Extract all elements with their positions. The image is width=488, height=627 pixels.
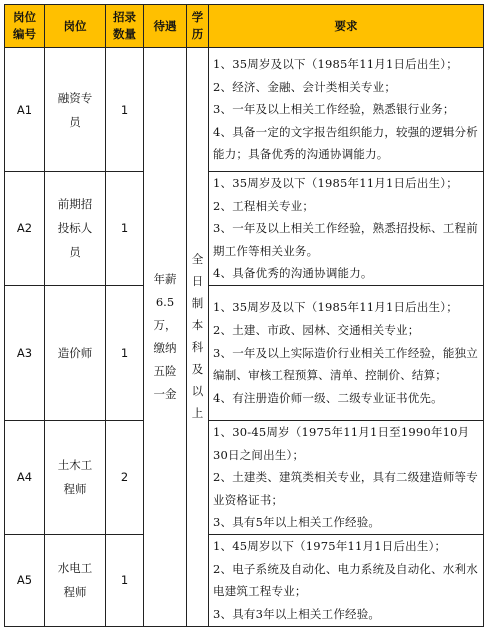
position-quantity: 1 — [106, 48, 144, 172]
position-name: 土木工程师 — [45, 420, 106, 534]
requirement-item: 1、45周岁以下（1975年11月1日后出生）； — [213, 539, 447, 554]
requirement-item: 1、35周岁及以下（1985年11月1日后出生）； — [213, 300, 458, 315]
header-position: 岗位 — [45, 5, 106, 48]
position-quantity: 2 — [106, 420, 144, 534]
position-code: A2 — [5, 172, 45, 286]
position-quantity: 1 — [106, 172, 144, 286]
requirement-item: 4、具备一定的文字报告组织能力，较强的逻辑分析能力；具备优秀的沟通协调能力。 — [213, 124, 478, 162]
header-requirements: 要求 — [209, 5, 484, 48]
header-row — [5, 5, 484, 48]
table-row — [5, 172, 484, 286]
position-code: A1 — [5, 48, 45, 172]
position-name: 水电工程师 — [45, 534, 106, 626]
position-code: A3 — [5, 285, 45, 420]
requirements-cell — [209, 534, 484, 626]
position-name: 前期招投标人员 — [45, 172, 106, 286]
requirement-item: 4、具备优秀的沟通协调能力。 — [213, 266, 373, 281]
requirement-item: 1、35周岁及以下（1985年11月1日后出生）； — [213, 57, 458, 72]
requirement-item: 2、经济、金融、会计类相关专业； — [213, 79, 397, 94]
requirements-cell — [209, 285, 484, 420]
requirements-cell — [209, 172, 484, 286]
requirement-item: 4、有注册造价师一级、二级专业证书优先。 — [213, 390, 443, 405]
position-code: A5 — [5, 534, 45, 626]
requirements-cell — [209, 420, 484, 534]
requirement-item: 2、电子系统及自动化、电力系统及自动化、水利水电建筑工程专业； — [213, 561, 478, 599]
education-cell: 全日制本科及以上 — [187, 48, 209, 627]
table-row — [5, 48, 484, 172]
requirement-item: 3、一年及以上相关工作经验，熟悉招投标、工程前期工作等相关业务。 — [213, 221, 478, 258]
requirement-item: 3、一年及以上实际造价行业相关工作经验，能独立编制、审核工程预算、清单、控制价、结算； — [213, 345, 478, 383]
position-quantity: 1 — [106, 285, 144, 420]
requirement-item: 3、一年及以上相关工作经验，熟悉银行业务； — [213, 102, 455, 117]
requirement-item: 2、土建、市政、园林、交通相关专业； — [213, 323, 420, 338]
table-row — [5, 534, 484, 626]
recruitment-table — [4, 4, 484, 627]
position-quantity: 1 — [106, 534, 144, 626]
requirement-item: 3、具有3年以上相关工作经验。 — [213, 607, 381, 622]
requirements-cell — [209, 48, 484, 172]
requirement-item: 3、具有5年以上相关工作经验。 — [213, 515, 381, 530]
requirement-item: 2、土建类、建筑类相关专业，具有二级建造师等专业资格证书； — [213, 470, 478, 507]
requirement-item: 1、35周岁及以下（1985年11月1日后出生）； — [213, 176, 458, 190]
header-education: 学历 — [187, 5, 209, 48]
header-treatment: 待遇 — [144, 5, 187, 48]
table-row — [5, 420, 484, 534]
header-quantity: 招录数量 — [106, 5, 144, 48]
position-name: 造价师 — [45, 285, 106, 420]
requirement-item: 2、工程相关专业； — [213, 198, 315, 213]
position-code: A4 — [5, 420, 45, 534]
treatment-cell: 年薪6.5万，缴纳五险一金 — [144, 48, 187, 627]
header-code: 岗位编号 — [5, 5, 45, 48]
table-row — [5, 285, 484, 420]
requirement-item: 1、30-45周岁（1975年11月1日至1990年10月30日之间出生）； — [213, 424, 470, 462]
position-name: 融资专员 — [45, 48, 106, 172]
